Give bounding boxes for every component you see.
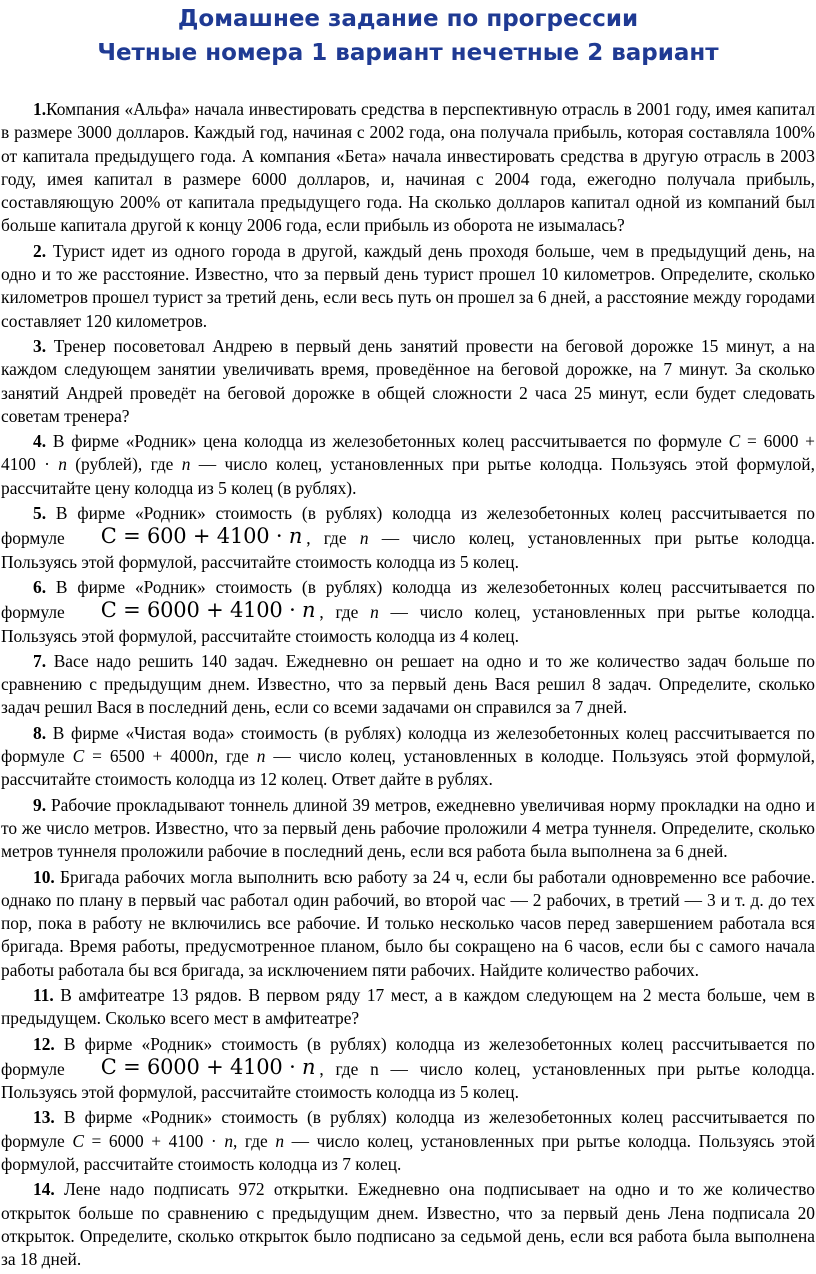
problem-text: , где — [306, 528, 347, 549]
formula-variable-c: C — [100, 1054, 117, 1079]
problem-10 — [1, 866, 815, 982]
problem-number: 11. — [33, 984, 54, 1005]
problem-text: , где — [233, 1130, 268, 1151]
problem-text: — число колец, установленных при рытье колодца. Пользуясь этой формулой, рассчитайте стоимость колодца из 5 колец. — [1, 1058, 815, 1103]
formula-variable-c: C — [728, 431, 741, 452]
problem-number: 5. — [33, 503, 47, 524]
problem-8 — [1, 722, 815, 792]
formula-variable-n: n — [302, 1054, 316, 1079]
problem-number: 13. — [33, 1107, 55, 1128]
problem-text: Лене надо подписать 972 открытки. Ежедневно она подписывает на одно и то же количество открыток больше по сравнению с предыдущим днем. Известно, что за первый день Лена подписала 20 открыток. Определите, сколько открыток было подписано за седьмой день, если вся работа была выполнена за 18 дней. — [1, 1179, 815, 1270]
problem-number: 6. — [33, 576, 47, 597]
formula — [69, 1056, 316, 1078]
problem-number: 4. — [33, 431, 47, 452]
problem-text: — число колец, установленных при рытье колодца. Пользуясь этой формулой, рассчитайте стоимость колодца из 7 колец. — [1, 1130, 816, 1175]
problem-text: В фирме «Родник» стоимость (в рублях) колодца из железобетонных колец рассчитывается по формуле — [1, 576, 815, 623]
problem-number: 7. — [33, 650, 47, 671]
variable-n: n — [359, 528, 369, 549]
problem-2 — [1, 240, 815, 333]
formula-variable-n: n — [302, 598, 316, 623]
problem-text: — число колец, установленных при рытье колодца. Пользуясь этой формулой, рассчитайте стоимость колодца из 4 колец. — [1, 602, 815, 646]
problem-text: В амфитеатре 13 рядов. В первом ряду 17 мест, а в каждом следующем на 2 места больше, чем в предыдущем. Сколько всего мест в амфитеатре? — [1, 984, 815, 1029]
formula-expression: = 6000 + 4100 · — [91, 1130, 217, 1151]
problem-number: 9. — [33, 794, 47, 815]
problem-13 — [1, 1106, 815, 1176]
formula-variable-n: n — [288, 524, 303, 549]
problem-text: , где — [319, 1058, 359, 1079]
variable-n: n — [370, 1058, 379, 1079]
problem-text: В фирме «Родник» стоимость (в рублях) колодца из железобетонных колец рассчитывается по формуле — [1, 1033, 815, 1079]
problem-14 — [1, 1178, 815, 1271]
problem-text: В фирме «Родник» стоимость (в рублях) колодца из железобетонных колец рассчитывается по формуле — [1, 1107, 815, 1151]
formula-expression: = 6000 + 4100 · — [1, 431, 815, 475]
problem-number: 10. — [33, 866, 55, 887]
problem-text: Тренер посоветовал Андрею в первый день занятий провести на беговой дорожке 15 минут, а на каждом следующем занятии увеличивать время, проведённое на беговой дорожке, на 7 минут. За сколько занятий Андрей проведёт на беговой дорожке в общей сложности 2 часа 25 минут, если будет следовать советам тренера? — [1, 335, 815, 426]
problem-text: Турист идет из одного города в другой, каждый день проходя больше, чем в предыдущий день, на одно и то же расстояние. Известно, что за первый день турист прошел 10 километров. Определите, сколько километров прошел турист за третий день, если весь путь он прошел за 6 дней, а расстояние между городами составляет 120 километров. — [1, 240, 815, 331]
problem-text: — число колец, установленных при рытье колодца. Пользуясь этой формулой, рассчитайте стоимость колодца из 5 колец. — [1, 528, 815, 572]
problem-5 — [1, 502, 815, 574]
problem-text: Бригада рабочих могла выполнить всю работу за 24 ч, если бы работали одновременно все рабочие. однако по плану в первый час работал один рабочий, во второй час — 2 рабочих, в третий — 3 и т. д. до тех пор, пока в работу не включились все рабочие. И только несколько часов перед завершением работала вся бригада. Время работы, предусмотренное планом, было бы сокращено на 6 часов, если бы с самого начала работы работала бы вся бригада, за исключением пяти рабочих. Найдите количество рабочих. — [1, 866, 815, 980]
problem-text: В фирме «Родник» стоимость (в рублях) колодца из железобетонных колец рассчитывается по формуле — [1, 503, 815, 549]
formula-expression: = 6000 + 4100 · — [123, 1054, 296, 1079]
problem-text: (рублей), где — [75, 454, 174, 475]
problem-text: — число колец, установленных при рытье колодца. Пользуясь этой формулой, рассчитайте цену колодца из 5 колец (в рублях). — [1, 454, 815, 498]
problem-number: 2. — [33, 240, 47, 261]
problem-text: В фирме «Родник» цена колодца из железобетонных колец рассчитывается по формуле — [52, 431, 722, 452]
problem-1 — [1, 98, 815, 238]
formula-variable-c: C — [72, 1130, 84, 1151]
formula-variable-n: n — [58, 454, 67, 475]
page-subtitle: Четные номера 1 вариант нечетные 2 вариант — [97, 40, 719, 66]
problem-text: Васе надо решить 140 задач. Ежедневно он решает на одно и то же количество задач больше по сравнению с предыдущим днем. Известно, что за первый день Вася решил 8 задач. Определите, сколько задач решил Вася в последний день, если со всеми задачами он справился за 7 дней. — [1, 650, 815, 718]
problem-text: — число колец, установленных в колодце. Пользуясь этой формулой, рассчитайте стоимость колодца из 12 колец. Ответ дайте в рублях. — [1, 746, 815, 790]
problem-text: , где — [319, 602, 359, 623]
problem-4 — [1, 430, 815, 500]
formula-expression: = 6500 + 4000 — [92, 746, 206, 767]
problem-3 — [1, 335, 815, 428]
problem-number: 12. — [33, 1033, 55, 1054]
problem-list — [1, 98, 815, 1274]
problem-number: 3. — [33, 335, 47, 356]
problem-text: Компания «Альфа» начала инвестировать средства в перспективную отрасль в 2001 году, имея капитал в размере 3000 долларов. Каждый год, начиная с 2002 года, она получала прибыль, которая составляла 100% от капитала предыдущего года. А компания «Бета» начала инвестировать средства в другую отрасль в 2003 году, имея капитал в размере 6000 долларов, и, начиная с 2004 года, ежегодно получала прибыль, составляющую 200% от капитала предыдущего года. На сколько долларов капитал одной из компаний был больше капитала другой к концу 2006 года, если прибыль из оборота не изымалась? — [1, 99, 815, 236]
problem-11 — [1, 984, 815, 1031]
problem-text: Рабочие прокладывают тоннель длиной 39 метров, ежедневно увеличивая норму прокладки на одно и то же число метров. Известно, что за первый день рабочие проложили 4 метра туннеля. Определите, сколько метров туннеля проложили рабочие в последний день, если вся работа была выполнена за 6 дней. — [1, 794, 815, 862]
page-title: Домашнее задание по прогрессии — [177, 6, 639, 32]
variable-n: n — [256, 746, 266, 767]
problem-number: 14. — [33, 1179, 55, 1200]
formula-variable-c: C — [100, 524, 117, 549]
formula-expression: = 600 + 4100 · — [123, 524, 283, 549]
formula-variable-n: n — [224, 1130, 234, 1151]
formula-expression: = 6000 + 4100 · — [123, 598, 296, 623]
formula — [69, 599, 316, 621]
problem-6 — [1, 576, 815, 648]
problem-number: 8. — [33, 722, 47, 743]
problem-text: В фирме «Чистая вода» стоимость (в рублях) колодца из железобетонных колец рассчитывается по формуле — [1, 722, 815, 767]
formula-variable-c: C — [72, 746, 85, 767]
problem-7 — [1, 650, 815, 720]
formula-variable-n: n — [205, 746, 214, 767]
formula-variable-c: C — [100, 598, 117, 623]
variable-n: n — [370, 602, 379, 623]
problem-number: 1. — [33, 99, 47, 119]
variable-n: n — [275, 1130, 285, 1151]
problem-12 — [1, 1033, 815, 1105]
problem-text: , где — [213, 746, 249, 767]
variable-n: n — [181, 454, 191, 475]
formula — [69, 525, 302, 547]
problem-9 — [1, 794, 815, 864]
